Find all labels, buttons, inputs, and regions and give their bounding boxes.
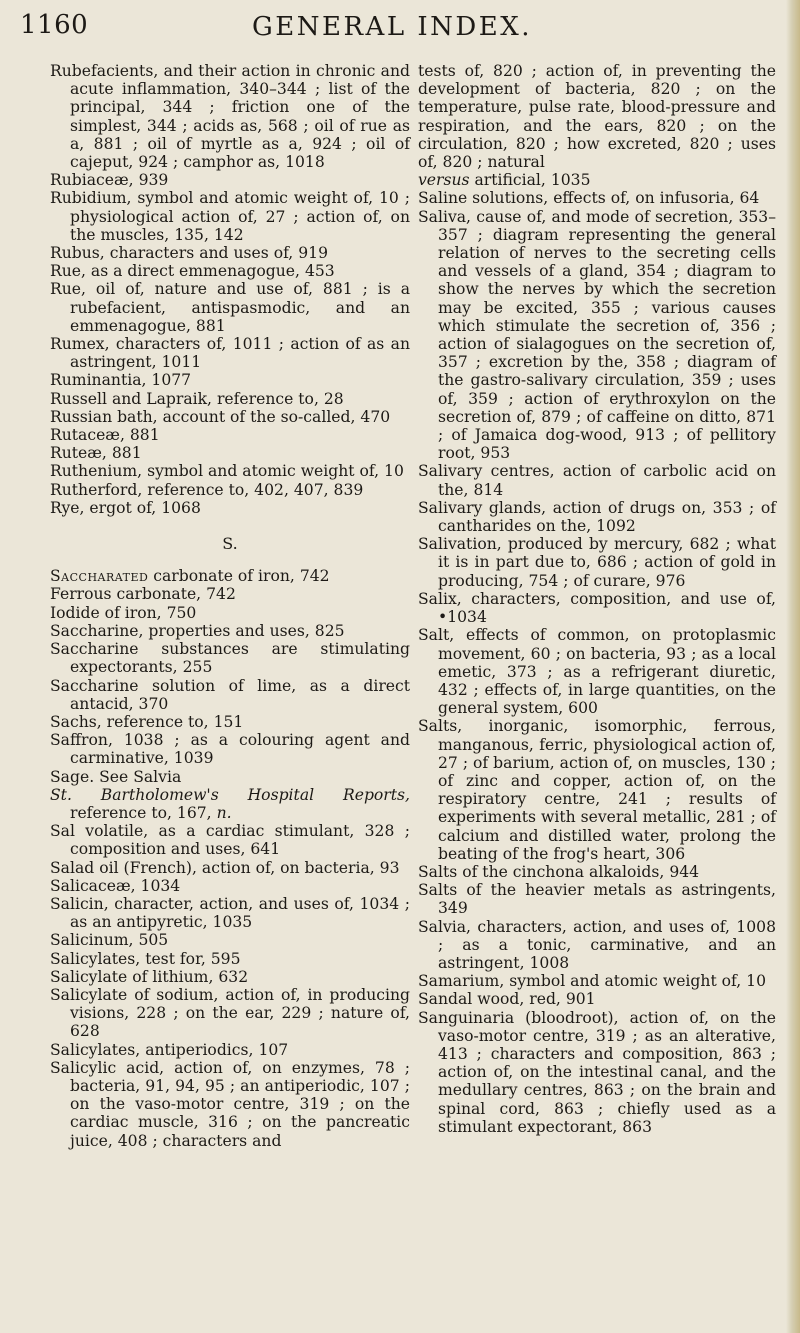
index-entry: Ruthenium, symbol and atomic weight of, 10 [50, 462, 404, 481]
index-entry: Salicylic acid, action of, on enzymes, 78 ; bacteria, 91, 94, 95 ; an antiperiodic, 107 ; on the vaso-motor centre, 319 ; on the cardiac muscle, 316 ; on the pancreatic juice, 408 ; characters and [50, 1058, 410, 1150]
index-entry: Salts of the heavier metals as astringents, 349 [418, 881, 776, 918]
index-entry: Salivary centres, action of carbolic acid on the, 814 [418, 462, 776, 499]
index-entry: Russell and Lapraik, reference to, 28 [50, 389, 344, 408]
entry-italic-word: versus [418, 171, 470, 190]
index-entry: Saliva, cause of, and mode of secretion, 353–357 ; diagram representing the general relation of nerves to the secreting cells and vessels of a gland, 354 ; diagram to show the nerves by which the secretion may be excited, 355 ; various causes which stimulate the secretion of, 356 ; action of sialagogues on the secretion of, 357 ; excretion by the, 358 ; diagram of the gastro-salivary circulation, 359 ; uses of, 359 ; action of erythroxylon on the secretion of, 879 ; of caffeine on ditto, 871 ; of Jamaica dog-wood, 913 ; of pellitory root, 953 [418, 207, 776, 463]
index-entry: Salicinum, 505 [50, 931, 169, 950]
index-entry: Rue, as a direct emmenagogue, 453 [50, 262, 335, 281]
index-entry: Salicylates, test for, 595 [50, 949, 241, 968]
index-entry: Samarium, symbol and atomic weight of, 10 [418, 972, 767, 991]
left-column [50, 62, 410, 1150]
index-entry: Salt, effects of common, on protoplasmic movement, 60 ; on bacteria, 93 ; as a local emetic, 373 ; as a refrigerant diuretic, 432 ; effects of, in large quantities, on the general system, 600 [418, 626, 776, 718]
index-entry: Sanguinaria (bloodroot), action of, on the vaso-motor centre, 319 ; as an alterative, 413 ; characters and composition, 863 ; action of, on the intestinal canal, and the medullary centres, 863 ; on the brain and spinal cord, 863 ; chiefly used as a stimulant expectorant, 863 [418, 1008, 776, 1136]
index-entry: Rutaceæ, 881 [50, 426, 160, 445]
index-entry: Salivary glands, action of drugs on, 353 ; of cantharides on the, 1092 [418, 498, 776, 536]
index-entry: Rumex, characters of, 1011 ; action of as an astringent, 1011 [50, 335, 410, 372]
entry-text: artificial, 1035 [469, 171, 591, 190]
index-entry: Rye, ergot of, 1068 [50, 498, 201, 517]
index-entry: Rubefacients, and their action in chronic and acute inflammation, 340–344 ; list of the principal, 344 ; friction one of the simplest, 344 ; acids as, 568 ; oil of rue as a, 881 ; oil of myrtle as a, 924 ; oil of cajeput, 924 ; camphor as, 1018 [50, 62, 410, 172]
page-edge [786, 0, 800, 1333]
page-number: 1160 [20, 10, 89, 40]
index-entry: Sandal wood, red, 901 [418, 990, 596, 1009]
index-entry [50, 786, 410, 822]
index-entry: Sachs, reference to, 151 [50, 712, 244, 731]
entry-text: Iodide of iron, 750 [50, 603, 197, 622]
index-entry: Saccharine substances are stimulating expectorants, 255 [50, 640, 410, 677]
entry-note: n. [216, 803, 232, 822]
index-entry: Sal volatile, as a cardiac stimulant, 328 ; composition and uses, 641 [50, 822, 410, 859]
index-entry: Ruteæ, 881 [50, 444, 142, 463]
index-entry: Rubus, characters and uses of, 919 [50, 244, 328, 263]
index-entry-continued [418, 171, 776, 189]
index-entry: Salts of the cinchona alkaloids, 944 [418, 862, 700, 881]
index-entry: Rue, oil of, nature and use of, 881 ; is a rubefacient, antispasmodic, and an emmenagogue, 881 [50, 280, 410, 335]
index-entry: Salivation, produced by mercury, 682 ; what it is in part due to, 686 ; action of gold in producing, 754 ; of curare, 976 [418, 535, 776, 590]
index-entry: Rubiaceæ, 939 [50, 171, 169, 190]
page-header [0, 0, 800, 60]
index-entry: Salicylates, antiperiodics, 107 [50, 1040, 289, 1059]
index-entry: Salicin, character, action, and uses of, 1034 ; as an antipyretic, 1035 [50, 894, 410, 932]
entry-text: reference to, 167, [70, 803, 217, 822]
index-entry-continued: tests of, 820 ; action of, in preventing the development of bacteria, 820 ; on the temperature, pulse rate, blood-pressure and respiration, and the ears, 820 ; on the circulation, 820 ; how excreted, 820 ; uses of, 820 ; natural [418, 62, 776, 172]
index-entry: Sage. See Salvia [50, 767, 182, 786]
index-entry: Salad oil (French), action of, on bacteria, 93 [50, 858, 400, 877]
index-entry [50, 567, 410, 585]
index-entry: Salicylate of sodium, action of, in producing visions, 228 ; on the ear, 229 ; nature of, 628 [50, 985, 410, 1041]
index-entry: Saccharine solution of lime, as a direct antacid, 370 [50, 676, 410, 713]
index-entry: Salicylate of lithium, 632 [50, 967, 249, 986]
index-entry: Salvia, characters, action, and uses of, 1008 ; as a tonic, carminative, and an astringent, 1008 [418, 917, 776, 972]
index-entry: Rubidium, symbol and atomic weight of, 10 ; physiological action of, 27 ; action of, on the muscles, 135, 142 [50, 189, 410, 244]
index-subentry [50, 604, 410, 622]
right-column [418, 62, 776, 1136]
index-entry: Russian bath, account of the so-called, 470 [50, 407, 391, 426]
running-title: GENERAL INDEX. [252, 12, 532, 42]
index-entry: Saffron, 1038 ; as a colouring agent and carminative, 1039 [50, 731, 410, 768]
entry-lead-word: Saccharated [50, 567, 149, 586]
index-entry: Salicaceæ, 1034 [50, 876, 181, 895]
index-entry: Salix, characters, composition, and use of, •1034 [418, 589, 776, 627]
index-entries-r [50, 62, 410, 517]
index-subentry [50, 585, 410, 603]
index-entries-s [50, 567, 410, 1150]
index-entry: Saline solutions, effects of, on infusoria, 64 [418, 189, 760, 208]
index-entry: Saccharine, properties and uses, 825 [50, 621, 345, 640]
index-entry: Salts, inorganic, isomorphic, ferrous, manganous, ferric, physiological action of, 27 ; of barium, action of, on muscles, 130 ; of zinc and copper, action of, on the respiratory centre, 241 ; results of experiments with several metallic, 281 ; of calcium and distilled water, prolong the beating of the frog's heart, 306 [418, 717, 776, 863]
index-entry: Ruminantia, 1077 [50, 371, 192, 390]
entry-text: Ferrous carbonate, 742 [50, 585, 236, 604]
entry-text: carbonate of iron, 742 [148, 567, 330, 586]
entry-italic-title: St. Bartholomew's Hospital Reports, [50, 785, 410, 804]
index-entry: Rutherford, reference to, 402, 407, 839 [50, 480, 364, 499]
section-letter: S. [222, 534, 238, 554]
